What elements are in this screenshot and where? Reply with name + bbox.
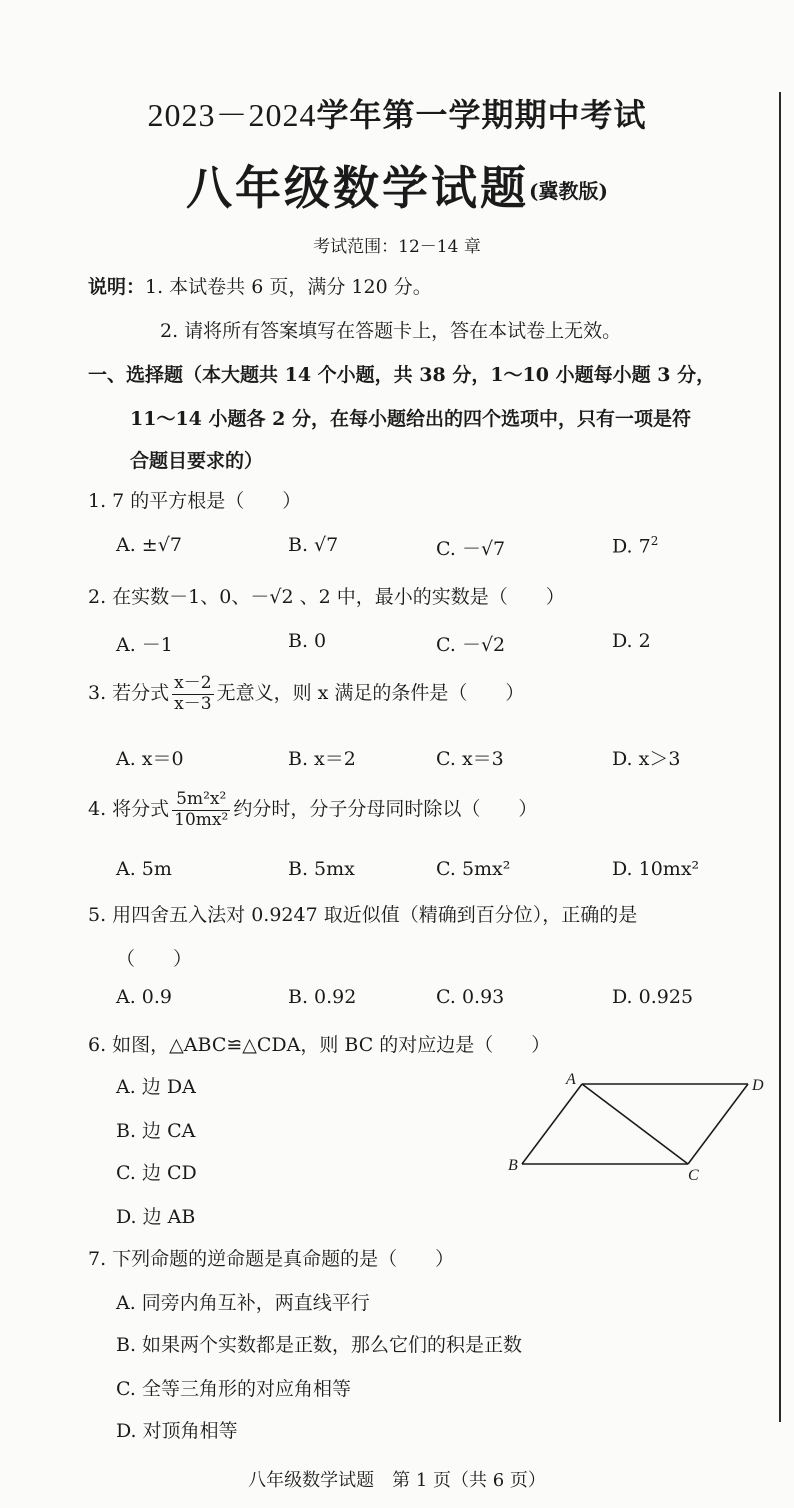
q6-stem: 6. 如图，△ABC≌△CDA，则 BC 的对应边是（ ） bbox=[88, 1034, 551, 1056]
q3-stem-post: 无意义，则 x 满足的条件是（ ） bbox=[216, 682, 525, 705]
q7-stem: 7. 下列命题的逆命题是真命题的是（ ） bbox=[88, 1248, 455, 1270]
subject-text: 八年级数学试题 bbox=[186, 161, 530, 215]
q4-stem-pre: 4. 将分式 bbox=[88, 798, 170, 821]
q4-option-c: C. 5mx² bbox=[436, 858, 511, 880]
q1-option-a: A. ±√7 bbox=[116, 534, 182, 556]
q2-option-a: A. －1 bbox=[116, 634, 173, 656]
segment-ab bbox=[522, 1084, 582, 1164]
q4-option-b: B. 5mx bbox=[288, 858, 355, 880]
segment-cd bbox=[688, 1084, 748, 1164]
q4-numerator: 5m²x² bbox=[172, 790, 230, 811]
q6-option-a: A. 边 DA bbox=[116, 1076, 196, 1098]
q3-option-c: C. x＝3 bbox=[436, 748, 504, 770]
notes-line-1 bbox=[88, 272, 432, 299]
q7-option-c: C. 全等三角形的对应角相等 bbox=[116, 1378, 351, 1400]
q5-option-b: B. 0.92 bbox=[288, 986, 357, 1008]
q2-option-b: B. 0 bbox=[288, 630, 327, 652]
vertex-label-d: D bbox=[752, 1077, 764, 1094]
q5-option-a: A. 0.9 bbox=[116, 986, 173, 1008]
q2-stem bbox=[88, 582, 565, 609]
diagonal-ac bbox=[582, 1084, 688, 1164]
q6-option-b: B. 边 CA bbox=[116, 1120, 196, 1142]
q4-stem bbox=[88, 790, 537, 830]
page-footer: 八年级数学试题 第 1 页（共 6 页） bbox=[248, 1470, 546, 1491]
q6-option-d: D. 边 AB bbox=[116, 1206, 196, 1228]
exam-title bbox=[0, 90, 794, 136]
subject-title bbox=[0, 152, 794, 218]
q5-option-c: C. 0.93 bbox=[436, 986, 505, 1008]
q5-stem-line1: 5. 用四舍五入法对 0.9247 取近似值（精确到百分位），正确的是 bbox=[88, 904, 638, 926]
year-range: 2023－2024 bbox=[147, 97, 317, 133]
q3-stem bbox=[88, 674, 524, 714]
vertex-label-c: C bbox=[688, 1167, 699, 1184]
notes-label: 说明： bbox=[88, 276, 146, 298]
q1-option-d bbox=[612, 534, 658, 557]
q3-option-a: A. x＝0 bbox=[116, 748, 184, 770]
q4-stem-post: 约分时，分子分母同时除以（ ） bbox=[233, 798, 538, 821]
edition-text: (冀教版) bbox=[529, 179, 608, 203]
q2-stem-post: 、2 中，最小的实数是（ ） bbox=[299, 586, 565, 608]
q7-option-b: B. 如果两个实数都是正数，那么它们的积是正数 bbox=[116, 1334, 523, 1356]
q1-stem: 1. 7 的平方根是（ ） bbox=[88, 490, 302, 512]
q2-option-c: C. －√2 bbox=[436, 634, 506, 656]
exam-scope: 考试范围：12－14 章 bbox=[313, 237, 481, 257]
q4-denominator: 10mx² bbox=[174, 809, 229, 830]
q4-option-a: A. 5m bbox=[116, 858, 172, 880]
q3-numerator: x－2 bbox=[174, 673, 212, 693]
q1-option-c: C. －√7 bbox=[436, 538, 506, 560]
q3-fraction bbox=[172, 674, 213, 714]
section1-title-line2: 11～14 小题各 2 分，在每小题给出的四个选项中，只有一项是符 bbox=[130, 408, 691, 430]
section1-title-line1: 一、选择题（本大题共 14 个小题，共 38 分，1～10 小题每小题 3 分， bbox=[88, 364, 716, 386]
q4-option-d: D. 10mx² bbox=[612, 858, 700, 880]
q6-option-c: C. 边 CD bbox=[116, 1162, 197, 1184]
q2-stem-pre: 2. 在实数－1、0、－√2 bbox=[88, 586, 294, 608]
q7-option-a: A. 同旁内角互补，两直线平行 bbox=[116, 1292, 370, 1314]
vertex-label-a: A bbox=[566, 1071, 576, 1088]
page-edge-line bbox=[779, 92, 781, 1422]
q4-fraction bbox=[172, 790, 230, 830]
q1-option-b: B. √7 bbox=[288, 534, 339, 556]
note-item-2: 2. 请将所有答案填写在答题卡上，答在本试卷上无效。 bbox=[160, 320, 622, 342]
vertex-label-b: B bbox=[508, 1157, 518, 1174]
term-text: 学年第一学期期中考试 bbox=[316, 96, 647, 134]
q6-parallelogram-figure bbox=[500, 1066, 780, 1186]
q3-denominator: x－3 bbox=[174, 693, 212, 714]
q2-option-d: D. 2 bbox=[612, 630, 651, 652]
section1-title-line3: 合题目要求的） bbox=[130, 450, 264, 472]
q5-option-d: D. 0.925 bbox=[612, 986, 694, 1008]
note-item-1: 1. 本试卷共 6 页，满分 120 分。 bbox=[145, 276, 432, 298]
q3-stem-pre: 3. 若分式 bbox=[88, 682, 170, 705]
q1-option-d-exponent: 2 bbox=[650, 534, 659, 548]
q3-option-b: B. x＝2 bbox=[288, 748, 356, 770]
q7-option-d: D. 对顶角相等 bbox=[116, 1420, 238, 1442]
q1-option-d-base: D. 7 bbox=[612, 535, 651, 558]
q3-option-d: D. x＞3 bbox=[612, 748, 681, 770]
q5-stem-line2: （ ） bbox=[116, 948, 193, 970]
